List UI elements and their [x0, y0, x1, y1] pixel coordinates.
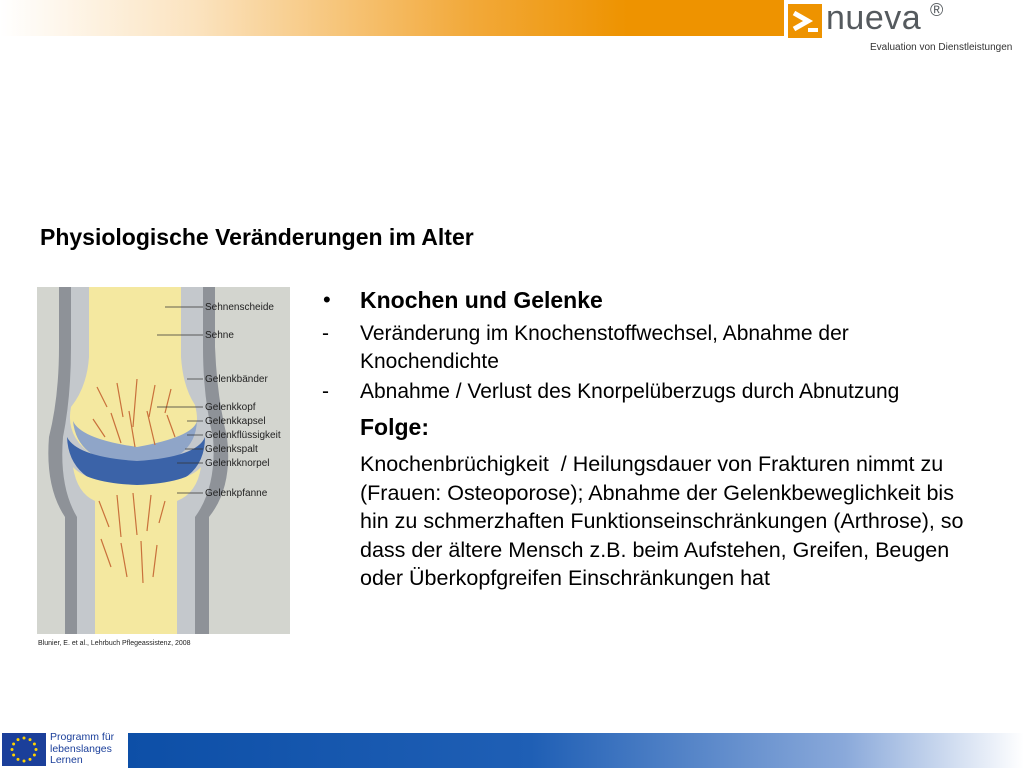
consequence-text: Knochenbrüchigkeit / Heilungsdauer von Frakturen nimmt zu (Frauen: Osteoporose); Abnahme der Gelenkbeweglichkeit bis hin zu schmerzhaften Funktionseinschränkungen (Arthrose), so dass der ältere Mensch z.B. beim Aufstehen, Greifen, Beugen oder Überkopfgreifen Einschränkungen hat — [360, 452, 970, 590]
figure-label-sehne: Sehne — [205, 330, 234, 341]
nueva-logo-icon — [788, 4, 822, 38]
eu-program-line: Lernen — [50, 754, 83, 766]
figure-label-gelenkbaender: Gelenkbänder — [205, 374, 268, 385]
joint-diagram — [37, 287, 290, 634]
logo-tagline: Evaluation von Dienstleistungen — [870, 42, 1013, 53]
consequence-label: Folge: — [360, 414, 429, 440]
list-item — [320, 320, 980, 376]
footer-accent-bar — [128, 733, 1024, 768]
list-item-text: Abnahme / Verlust des Knorpelüberzugs durch Abnutzung — [360, 380, 900, 403]
figure-label-gelenkspalt: Gelenkspalt — [205, 444, 258, 455]
bullet-heading-row — [320, 286, 980, 318]
eu-program-line: Programm für — [50, 731, 115, 743]
section-heading: Knochen und Gelenke — [360, 287, 603, 313]
figure-label-gelenkfluessigkeit: Gelenkflüssigkeit — [205, 430, 281, 441]
slide-title: Physiologische Veränderungen im Alter — [40, 224, 474, 250]
eu-program-label — [50, 732, 114, 767]
logo-name: nueva — [826, 0, 922, 37]
figure-label-gelenkpfanne: Gelenkpfanne — [205, 488, 268, 499]
list-item-text: Veränderung im Knochenstoffwechsel, Abnahme der Knochendichte — [360, 322, 849, 373]
dash-marker: - — [322, 322, 329, 345]
dash-marker: - — [322, 380, 329, 403]
eu-program-line: lebenslanges — [50, 742, 112, 755]
logo-registered-mark: ® — [930, 0, 944, 20]
figure-caption: Blunier, E. et al., Lehrbuch Pflegeassistenz, 2008 — [38, 640, 191, 647]
slide-content — [320, 286, 980, 593]
bullet-icon: • — [323, 287, 331, 312]
figure-label-gelenkkapsel: Gelenkkapsel — [205, 416, 266, 427]
nueva-logo — [788, 2, 1024, 58]
figure-label-gelenkknorpel: Gelenkknorpel — [205, 458, 270, 469]
joint-illustration — [37, 287, 290, 634]
figure-label-sehnenscheide: Sehnenscheide — [205, 302, 274, 313]
header-accent-bar — [0, 0, 784, 36]
figure-label-gelenkkopf: Gelenkkopf — [205, 402, 256, 413]
list-item — [320, 378, 980, 406]
eu-flag-icon — [2, 733, 46, 766]
